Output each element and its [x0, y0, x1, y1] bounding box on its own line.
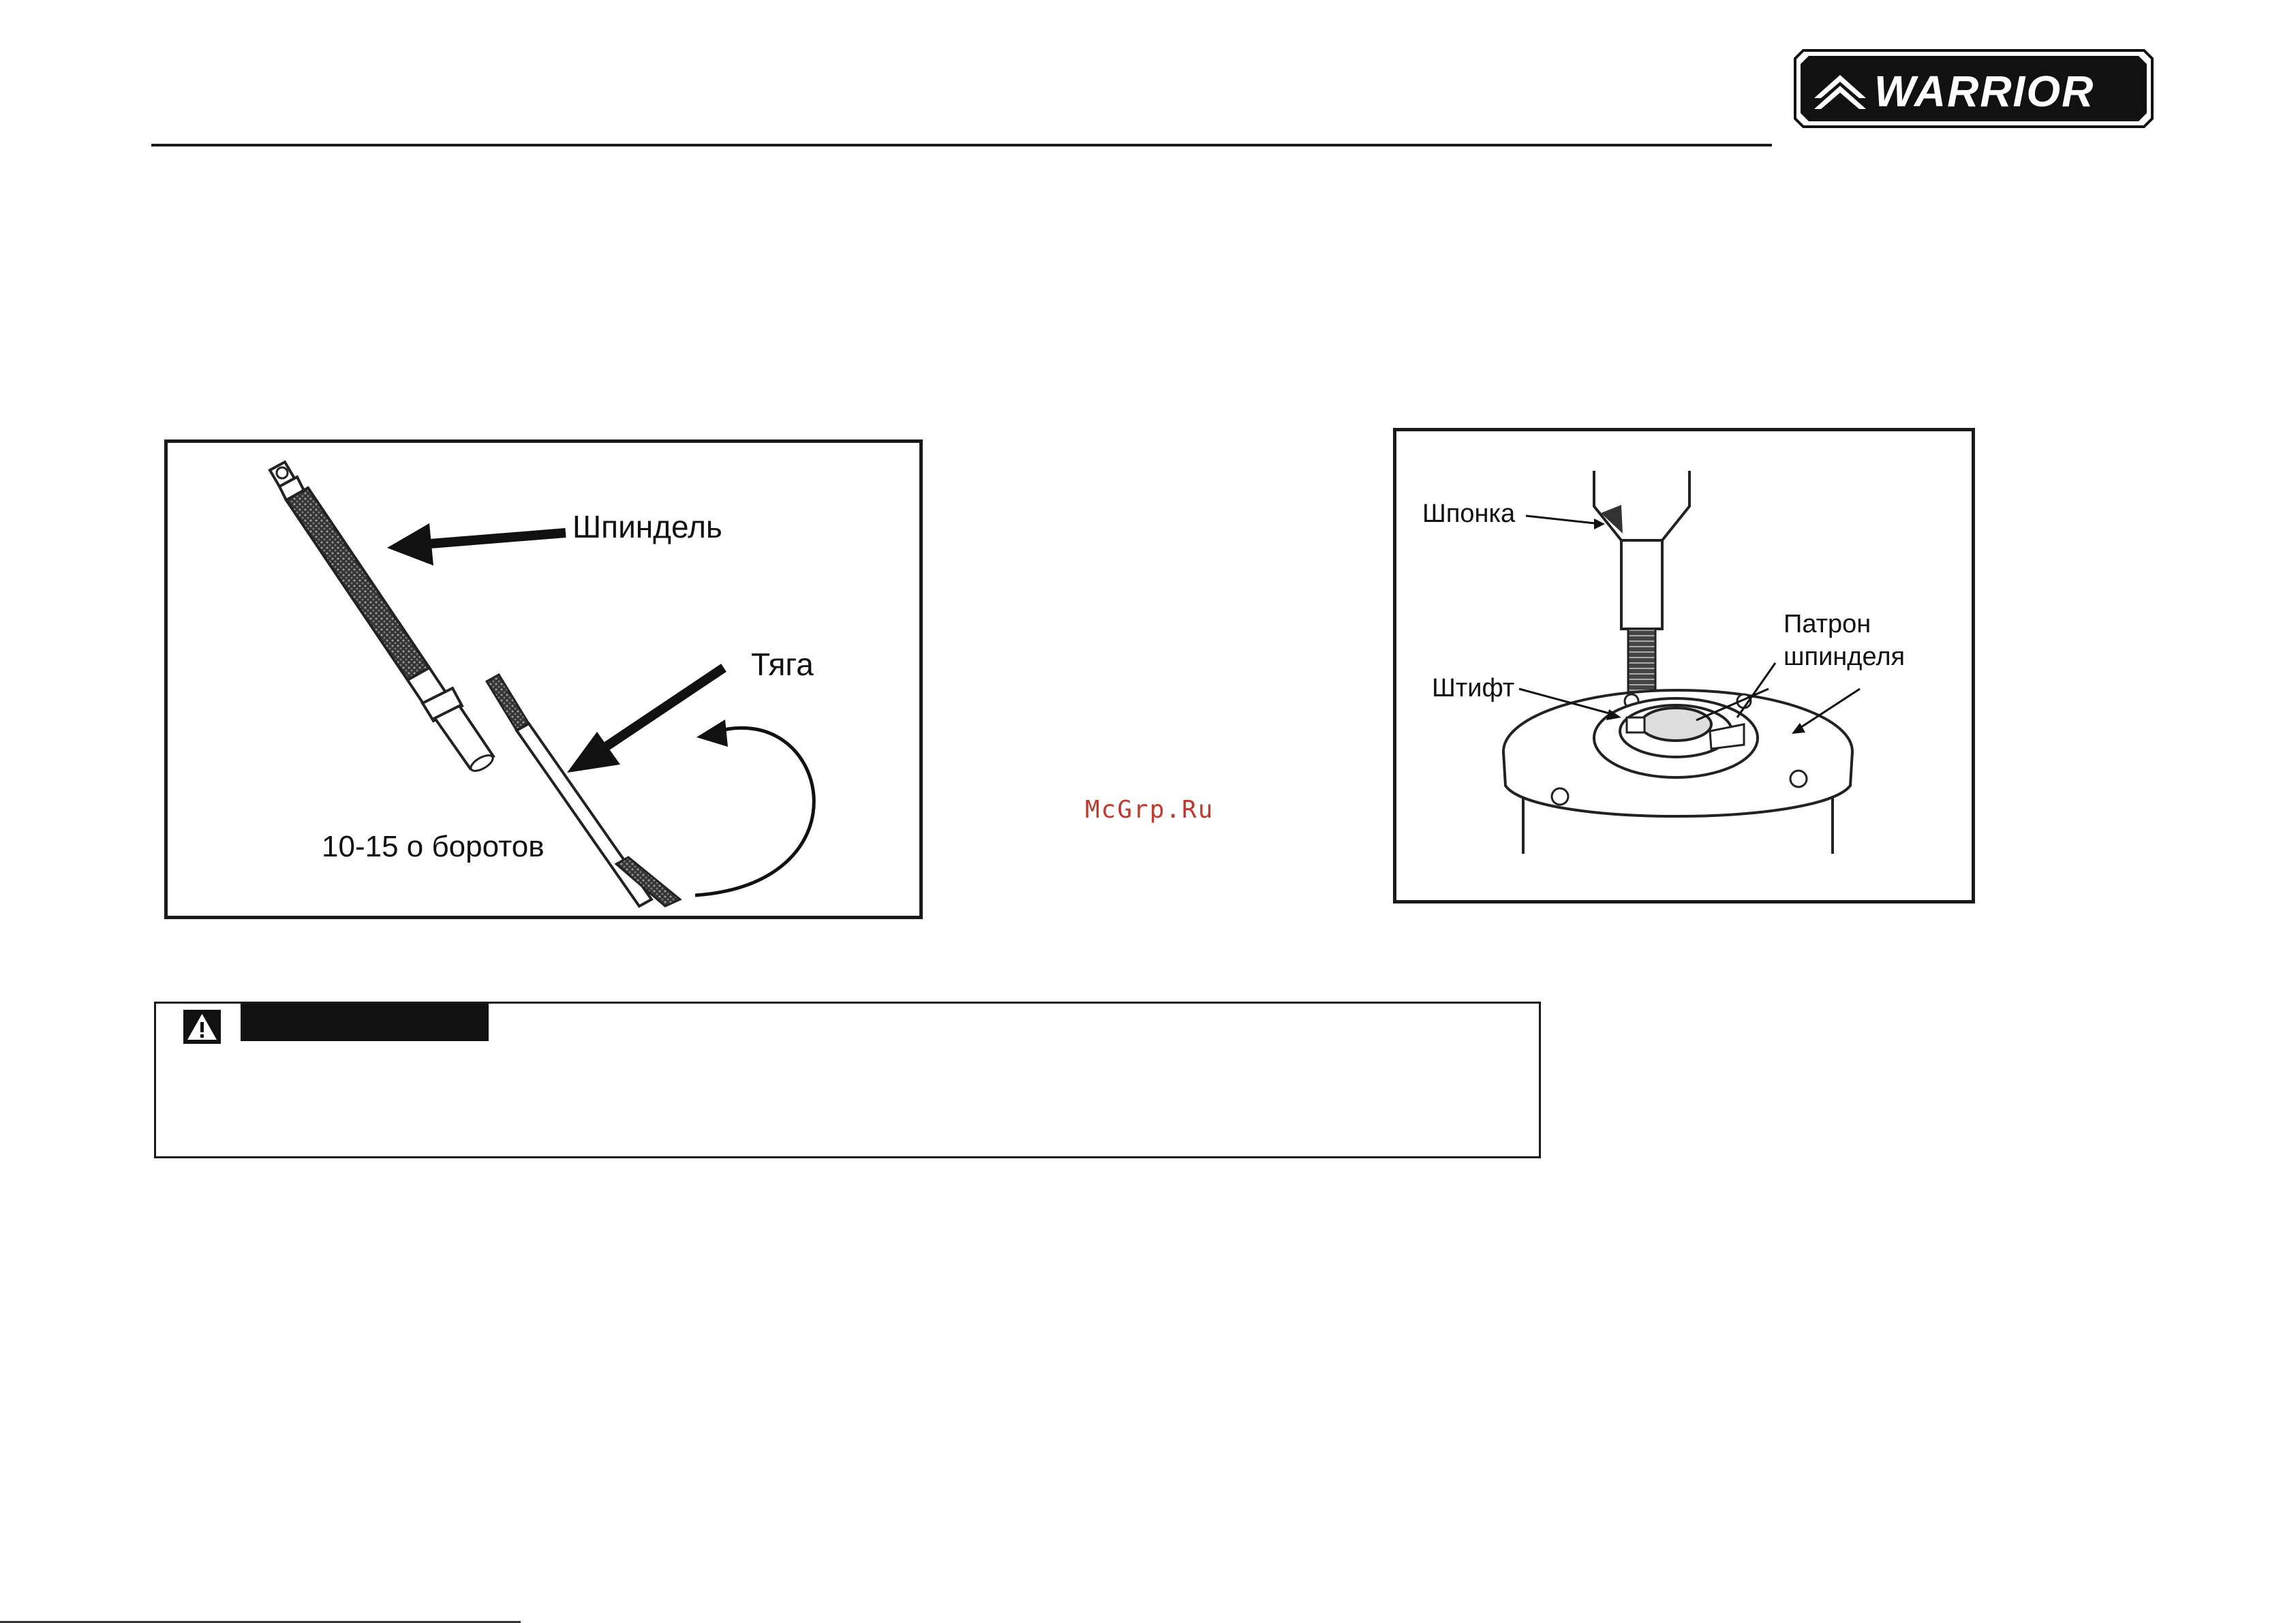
label-key: Шпонка — [1422, 499, 1516, 528]
label-chuck-line2: шпинделя — [1784, 643, 1905, 671]
chuck-illustration — [1503, 690, 1852, 854]
logo-text: WARRIOR — [1874, 67, 2095, 116]
label-rod: Тяга — [751, 647, 814, 682]
label-spindle: Шпиндель — [572, 509, 722, 544]
header-rule — [151, 144, 1772, 146]
spindle-arrow — [387, 523, 566, 566]
label-pin: Штифт — [1432, 674, 1515, 702]
figure-spindle-rod — [164, 439, 923, 919]
spindle-illustration — [270, 462, 495, 774]
warning-box — [154, 1002, 1541, 1158]
rod-arrow — [567, 668, 724, 773]
figure-key-pin-chuck — [1393, 428, 1975, 903]
warrior-logo — [1794, 49, 2154, 128]
label-chuck-line1: Патрон — [1784, 610, 1871, 638]
rod-illustration — [487, 675, 680, 906]
warning-triangle-icon — [183, 1010, 221, 1044]
label-turns: 10-15 о боротов — [322, 830, 545, 863]
rotation-arrow-icon — [695, 720, 814, 895]
warning-title-bar — [241, 1004, 489, 1041]
watermark: McGrp.Ru — [1085, 796, 1214, 824]
